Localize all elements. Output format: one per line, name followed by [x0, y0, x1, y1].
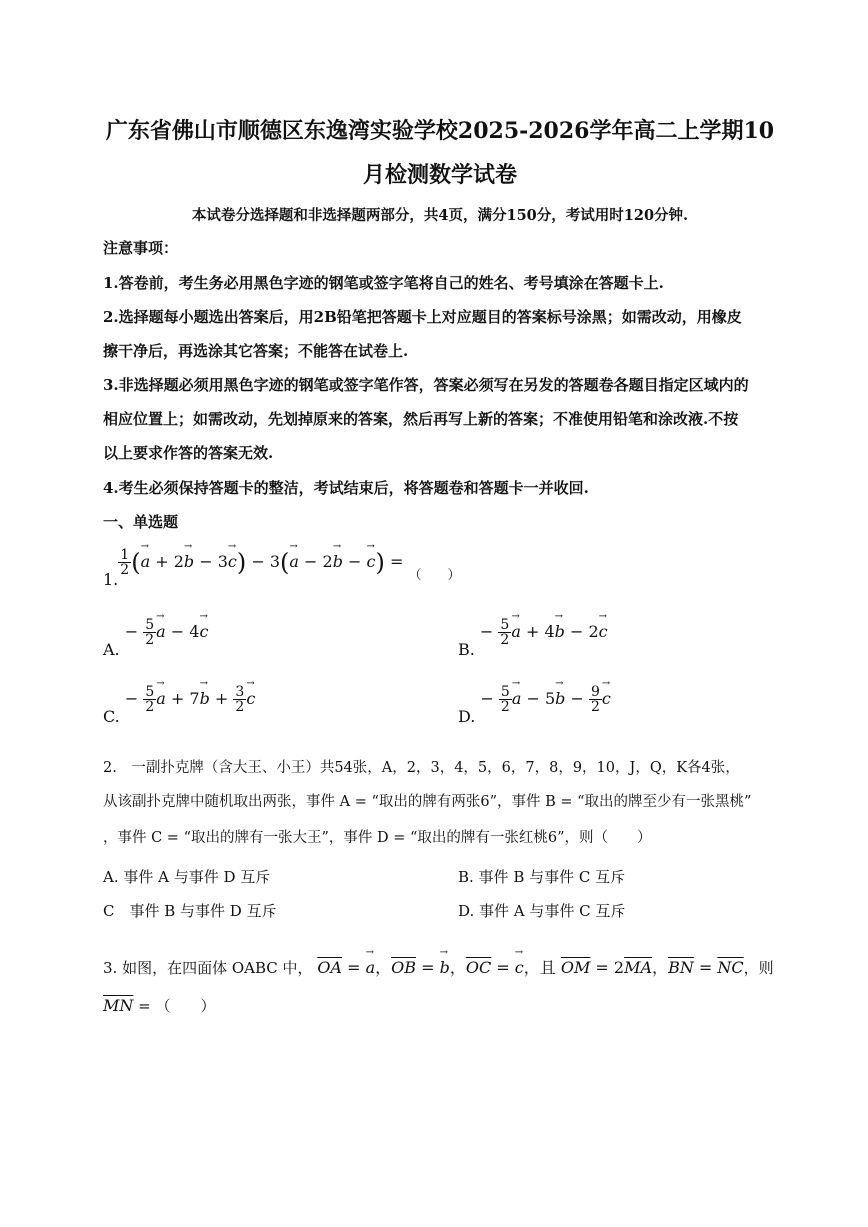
question-3-line-2: $\overline{MN}$ = （ ） [103, 996, 216, 1015]
section-heading-single-choice: 一、单选题 [103, 513, 179, 531]
q1-option-a[interactable]: A. − $\frac{5}{2}$ → a − 4→ c [103, 618, 208, 659]
question-3-paren: （ ） [155, 997, 216, 1015]
question-2-line-2: 从该副扑克牌中随机取出两张，事件 A = “取出的牌有两张6”，事件 B = “取出的牌至少有一张黑桃” [103, 794, 752, 810]
question-3-vectors: $\overline{OA}$ = → a，$\overline{OB}$ = → b，$\overline{OC}$ = → c，且 $\overline{OM} = 2\overline{MA}$，$\overline{BN} = \overline{NC}$ [317, 958, 743, 977]
q1-option-d[interactable]: D. − $\frac{5}{2}$ → a − 5→ b − $\frac{9}{2}$ → c [458, 685, 611, 726]
question-3-line-1 [103, 955, 774, 978]
q2-option-b[interactable]: B. 事件 B 与事件 C 互斥 [458, 868, 626, 886]
notice-line-5: 相应位置上；如需改动，先划掉原来的答案，然后再写上新的答案；不准使用铅笔和涂改液.不按 [103, 410, 739, 428]
notice-line-1: 1.答卷前，考生务必用黑色字迹的钢笔或签字笔将自己的姓名、考号填涂在答题卡上. [103, 274, 664, 292]
exam-title-line2: 月检测数学试卷 [362, 162, 517, 188]
q1-option-c[interactable]: C. − $\frac{5}{2}$ → a + 7→ b + $\frac{3}{2}$ → c [103, 685, 255, 726]
q1-option-b[interactable]: B. − $\frac{5}{2}$ → a + 4→ b − 2→ c [458, 618, 608, 659]
q1-option-a-label: A. [103, 640, 120, 659]
exam-intro: 本试卷分选择题和非选择题两部分，共4页，满分150分，考试用时120分钟. [191, 207, 689, 224]
notice-line-7: 4.考生必须保持答题卡的整洁，考试结束后，将答题卷和答题卡一并收回. [103, 479, 589, 497]
question-1-paren: （ ） [408, 568, 461, 583]
q1-option-c-label: C. [103, 707, 120, 726]
q1-option-d-label: D. [458, 707, 476, 726]
question-2-line-1: 2. 一副扑克牌（含大王、小王）共54张，A，2，3，4，5，6，7，8，9，10，J，Q，K各4张， [103, 760, 740, 776]
fraction-one-half: $\frac{1}{2}$ [120, 547, 130, 578]
question-2-line-3: ，事件 C = “取出的牌有一张大王”，事件 D = “取出的牌有一张红桃6”，则（ ） [103, 830, 652, 846]
exam-title-line1: 广东省佛山市顺德区东逸湾实验学校2025-2026学年高二上学期10 [105, 118, 775, 144]
q2-option-d[interactable]: D. 事件 A 与事件 C 互斥 [458, 902, 626, 920]
question-1: 1. $\frac{1}{2}$ (→ a + 2→ b − 3→ c) − 3(→ a − 2→ b − → c) = $_{( )}$ [103, 548, 460, 589]
notice-line-2: 2.选择题每小题选出答案后，用2B铅笔把答题卡上对应题目的答案标号涂黑；如需改动，用橡皮 [103, 308, 742, 326]
question-3-prefix: 3. 如图，在四面体 OABC 中， [103, 959, 313, 977]
q1-option-b-label: B. [458, 640, 475, 659]
q2-option-c[interactable]: C 事件 B 与事件 D 互斥 [103, 902, 277, 920]
notice-heading: 注意事项： [103, 239, 179, 257]
q2-option-a[interactable]: A. 事件 A 与事件 D 互斥 [103, 868, 271, 886]
notice-line-3: 擦干净后，再选涂其它答案；不能答在试卷上. [103, 342, 409, 360]
notice-line-6: 以上要求作答的答案无效. [103, 444, 274, 462]
notice-line-4: 3.非选择题必须用黑色字迹的钢笔或签字笔作答，答案必须写在另发的答题卷各题目指定区域内的 [103, 376, 749, 394]
question-3-suffix: ，则 [743, 959, 774, 977]
question-1-number: 1. [103, 570, 119, 589]
